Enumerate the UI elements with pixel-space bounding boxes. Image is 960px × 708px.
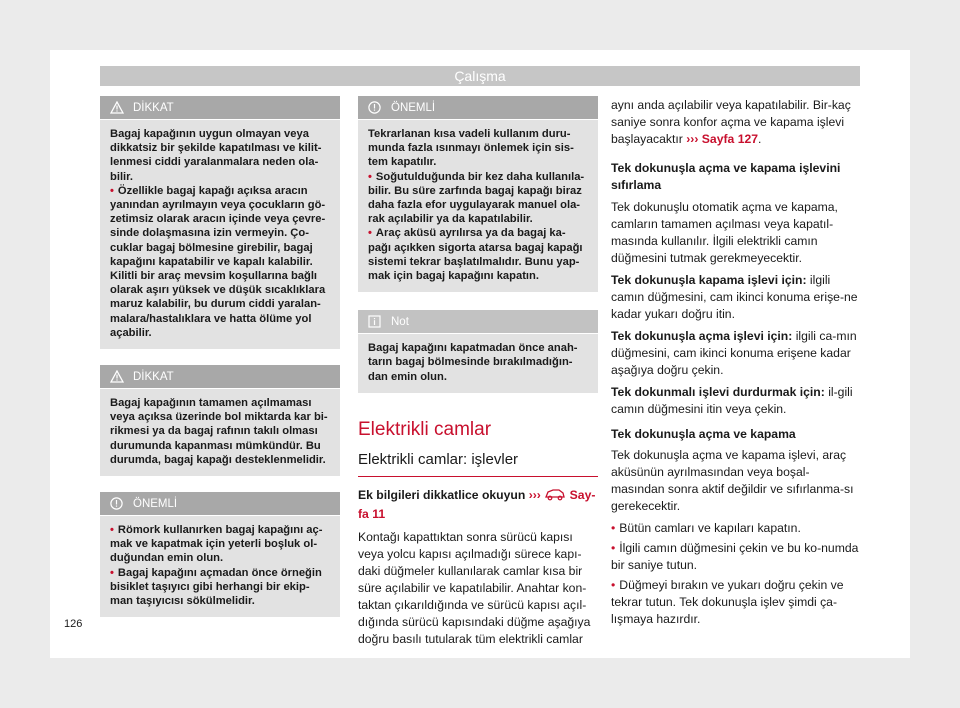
warning-title: DİKKAT xyxy=(133,101,174,114)
list-item: • İlgili camın düğmesini çekin ve bu ko-numda bir saniye tutun. xyxy=(611,541,859,572)
bullet-icon: • xyxy=(110,566,114,579)
ref-arrows: ››› xyxy=(528,487,541,502)
notice-header xyxy=(358,96,598,120)
warning-triangle-icon xyxy=(110,101,124,114)
bullet-icon: • xyxy=(611,541,616,555)
car-book-icon xyxy=(544,487,566,506)
subheading: Tek dokunuşla açma ve kapama işlevini sıfırlama xyxy=(611,161,841,192)
paragraph: Tek dokunuşla kapama işlevi için: ilgili camın düğmesini, cam ikinci konuma erişe-ne kadar yukarı doğru itin. xyxy=(611,273,858,321)
note-body xyxy=(358,334,598,393)
paragraph: aynı anda açılabilir veya kapatılabilir. Bir-kaç saniye sonra konfor açma ve kapama işlevi başlayacaktır ››› Sayfa 127. xyxy=(611,98,851,146)
notice-header xyxy=(100,492,340,516)
notice-box xyxy=(100,492,340,617)
notice-title: ÖNEMLİ xyxy=(391,101,436,114)
paragraph: Tek dokunuşlu otomatik açma ve kapama, camların tamamen açılması veya kapatıl-masında kullanılır. İlgili elektrikli camın düğmesini tutmak gerekmeyecektir. xyxy=(611,200,838,265)
page-reference-link[interactable]: Sayfa 127 xyxy=(701,132,759,146)
section-rule xyxy=(358,476,598,477)
bullet-icon: • xyxy=(110,184,114,197)
section-title: Elektrikli camlar xyxy=(358,418,492,440)
column-1 xyxy=(100,96,340,617)
list-item: • Düğmeyi bırakın ve yukarı doğru çekin ve tekrar tutun. Tek dokunuşla işlev şimdi ça-lışmaya hazırdır. xyxy=(611,578,844,626)
paragraph: Kontağı kapattıktan sonra sürücü kapısı veya yolcu kapısı açılmadığı sürece kapı-daki düğmeler kullanılarak camlar kısa bir süre açılabilir ve kapatılabilir. Anahtar kon-taktan çıkarıldığında ve sürücü kapısı açıl-dığında sürücü kapısındaki düğme aşağıya doğru basılı tutularak tüm elektrikli camlar xyxy=(358,529,591,646)
ref-arrows: ››› xyxy=(686,132,699,146)
page-number: 126 xyxy=(64,618,83,630)
subsection-title: Elektrikli camlar: işlevler xyxy=(358,450,519,468)
bullet-icon: • xyxy=(611,521,616,535)
page-header: Çalışma xyxy=(100,66,860,86)
notice-box xyxy=(358,96,598,292)
notice-bullet: • Soğutulduğunda bir kez daha kullanıla-bilir. Bu süre zarfında bagaj kapağı biraz daha fazla efor uygulayarak manuel ola-rak açılabilir ya da kapatılabilir. xyxy=(368,170,585,226)
section-heading-block xyxy=(358,419,598,477)
warning-box-2 xyxy=(100,365,340,476)
bullet-icon: • xyxy=(368,170,372,183)
warning-header xyxy=(100,96,340,120)
note-box xyxy=(358,310,598,393)
note-info-icon xyxy=(368,315,382,328)
warning-bullet: • Özellikle bagaj kapağı açıksa aracın yanından ayrılmayın veya çocukların gö-zetimsiz olarak aracın içinde veya çevre-sinde dolaşmasına izin vermeyin. Ço-cuklar bagaj bölmesine girebilir, bagaj kapağını kapatabilir ve kapalı kalabilir. Kilitli bir araç mevsim koşullarına bağlı olarak aşırı yüksek ve düşük sıcaklıklara maruz kalabilir, bu durum ciddi yaralan-malara/hastalıklara ve hatta ölüme yol açabilir. xyxy=(110,184,326,339)
warning-triangle-icon xyxy=(110,370,124,383)
notice-bullet: • Römork kullanırken bagaj kapağını aç-mak ve kapatmak için yeterli boşluk ol-duğundan emin olun. xyxy=(110,524,323,565)
column-3 xyxy=(611,97,861,628)
notice-title: ÖNEMLİ xyxy=(133,497,178,510)
paragraph: Tek dokunuşla açma işlevi için: ilgili ca-mın düğmesini, cam ikinci konuma erişene kadar aşağıya doğru çekin. xyxy=(611,329,857,377)
info-circle-icon xyxy=(368,101,382,114)
warning-box-1 xyxy=(100,96,340,349)
warning-intro: Bagaj kapağının uygun olmayan veya dikkatsiz bir şekilde kapatılması ve kilit-lenmesi ciddi yaralanmalara neden ola-bilir. xyxy=(110,128,322,183)
bullet-icon: • xyxy=(110,524,114,537)
notice-bullet: • Araç aküsü ayrılırsa ya da bagaj ka-pağı açıkken sigorta atarsa bagaj kapağı sistemi tekrar başlatılmalıdır. Bunu yap-mak için bagaj kapağını kapatın. xyxy=(368,227,583,283)
notice-body xyxy=(100,516,340,617)
info-circle-icon xyxy=(110,497,124,510)
intro-line: Ek bilgileri dikkatlice okuyun ››› Say-fa 11 xyxy=(358,487,596,521)
paragraph: Tek dokunmalı işlevi durdurmak için: il-gili camın düğmesini itin veya çekin. xyxy=(611,385,853,416)
notice-bullet: • Bagaj kapağını açmadan önce örneğin bisiklet taşıyıcı gibi herhangi bir ekip-man taşıyıcısı sökülmelidir. xyxy=(110,566,322,608)
note-text: Bagaj kapağını kapatmadan önce anah-tarın bagaj bölmesinde bırakılmadığın-dan emin olun. xyxy=(368,342,578,383)
notice-body xyxy=(358,120,598,292)
bullet-icon: • xyxy=(368,227,372,240)
bullet-icon: • xyxy=(611,578,616,592)
note-title: Not xyxy=(391,315,409,328)
paragraph: Tek dokunuşla açma ve kapama işlevi, araç aküsünün ayrılmasından veya boşal-masından sonra aktif değildir ve sıfırlanma-sı gerekecektir. xyxy=(611,448,854,513)
warning-body xyxy=(100,120,340,349)
note-header xyxy=(358,310,598,334)
notice-intro: Tekrarlanan kısa vadeli kullanım duru-munda fazla ısınmayı önlemek için sis-tem kapatılır. xyxy=(368,128,574,169)
subheading: Tek dokunuşla açma ve kapama xyxy=(611,427,796,441)
column-2 xyxy=(358,96,598,648)
warning-body xyxy=(100,389,340,476)
warning-intro: Bagaj kapağının tamamen açılmaması veya açıksa üzerinde bol miktarda kar bi-rikmesi ya da bagaj rafının takılı olması durumunda kapanması mümkündür. Bu durumda, bagaj kapağı desteklenmelidir. xyxy=(110,397,328,466)
warning-title: DİKKAT xyxy=(133,370,174,383)
warning-header xyxy=(100,365,340,389)
list-item: • Bütün camları ve kapıları kapatın. xyxy=(611,521,801,535)
page-reference-link[interactable]: Say-fa 11 xyxy=(358,487,596,521)
